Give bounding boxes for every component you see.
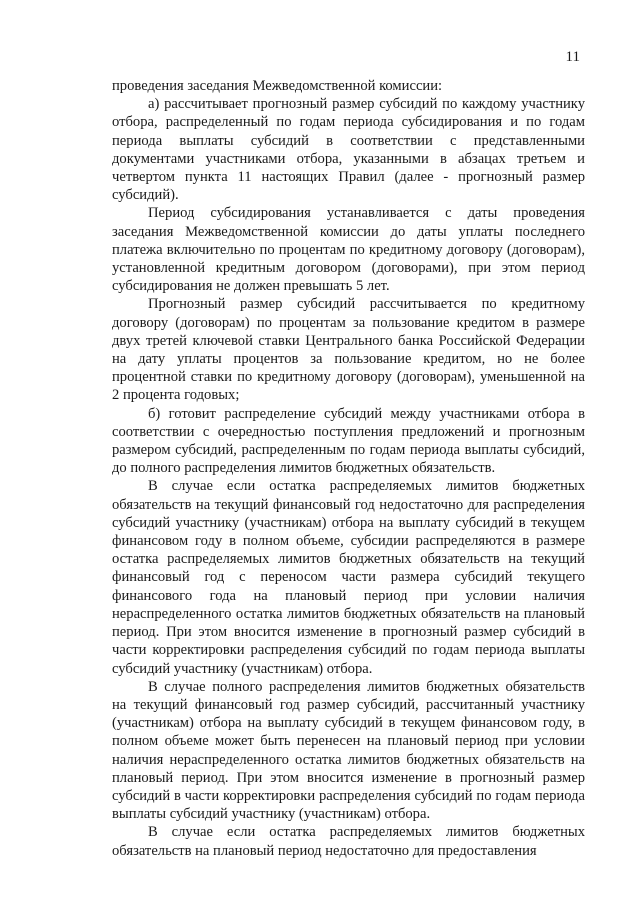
paragraph-subsidy-period: Период субсидирования устанавливается с даты проведения заседания Межведомственной комиссии до даты уплаты последнего платежа включительно по процентам по кредитному договору (договорам), установленной кредитным договором (договорами), при этом период субсидирования не должен превышать 5 лет. [112,205,585,295]
paragraph-item-b: б) готовит распределение субсидий между участниками отбора в соответствии с очередностью поступления предложений и прогнозным размером субсидий, распределенным по годам периода выплаты субсидий, до полного распределения лимитов бюджетных обязательств. [112,405,585,477]
paragraph-continuation: проведения заседания Межведомственной комиссии: [112,78,443,94]
document-body [112,77,585,860]
paragraph-full-distribution: В случае полного распределения лимитов бюджетных обязательств на текущий финансовый год размер субсидий, рассчитанный участнику (участникам) отбора на выплату субсидий в текущем финансовом году, в полном объеме может быть перенесен на плановый период при условии наличия нераспределенного остатка лимитов бюджетных обязательств на плановый период. При этом вносится изменение в прогнозный размер субсидий в части корректировки распределения субсидий по годам периода выплаты субсидий участнику (участникам) отбора. [112,678,585,823]
paragraph-insufficient-limits: В случае если остатка распределяемых лимитов бюджетных обязательств на текущий финансовый год недостаточно для распределения субсидий участнику (участникам) отбора на выплату субсидий в текущем финансовом году в полном объеме, субсидии распределяются в размере остатка распределяемых лимитов бюджетных обязательств на текущий финансовый год с переносом части размера субсидий текущего финансового года на плановый период при условии наличия нераспределенного остатка лимитов бюджетных обязательств на плановый период. При этом вносится изменение в прогнозный размер субсидий в части корректировки распределения субсидий по годам периода выплаты субсидий участнику (участникам) отбора. [112,478,585,677]
paragraph-forecast-size: Прогнозный размер субсидий рассчитывается по кредитному договору (договорам) по процентам за пользование кредитом в размере двух третей ключевой ставки Центрального банка Российской Федерации на дату уплаты процентов за пользование кредитом, но не более процентной ставки по кредитному договору (договорам), уменьшенной на 2 процента годовых; [112,296,585,404]
paragraph-item-a: а) рассчитывает прогнозный размер субсидий по каждому участнику отбора, распределенный по годам периода субсидирования и по годам периода выплаты субсидий в соответствии с представленными документами участниками отбора, указанными в абзацах третьем и четвертом пункта 11 настоящих Правил (далее - прогнозный размер субсидий). [112,96,585,204]
paragraph-planned-period: В случае если остатка распределяемых лимитов бюджетных обязательств на плановый период недостаточно для предоставления [112,824,585,859]
page-number: 11 [565,49,580,65]
